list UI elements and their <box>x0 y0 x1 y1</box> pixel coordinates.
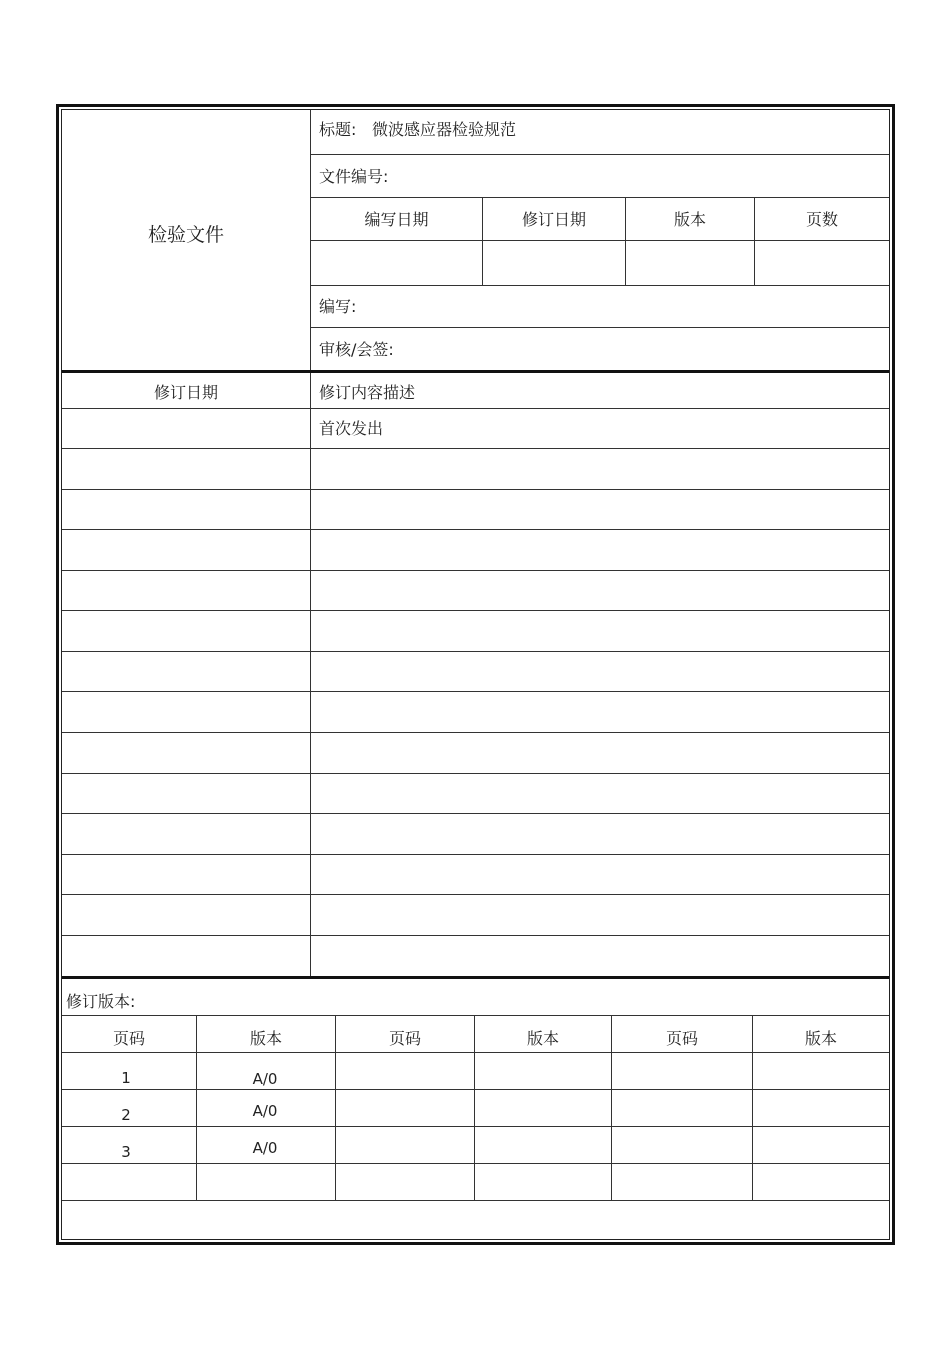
rule <box>62 408 889 409</box>
rule <box>62 570 889 571</box>
review-label: 审核/会签: <box>319 340 394 359</box>
col-version: 版本 <box>673 210 706 229</box>
version-cell: A/0 <box>252 1102 278 1120</box>
rule <box>62 651 889 652</box>
rule <box>311 154 889 155</box>
revision-date-header: 修订日期 <box>153 383 218 402</box>
title-value: 微波感应器检验规范 <box>372 120 517 139</box>
rule <box>62 1126 889 1127</box>
rule <box>62 529 889 530</box>
doc-number-label: 文件编号: <box>319 167 389 186</box>
rule <box>62 1089 889 1090</box>
rule <box>62 1163 889 1164</box>
version-col-page: 页码 <box>112 1029 145 1048</box>
version-col-page: 页码 <box>388 1029 421 1048</box>
rule <box>62 448 889 449</box>
rule <box>62 1052 889 1053</box>
header-divider <box>310 110 311 372</box>
rule <box>311 285 889 286</box>
col-written-date: 编写日期 <box>364 210 429 229</box>
rule <box>62 610 889 611</box>
rule <box>62 854 889 855</box>
version-cell: 3 <box>121 1143 131 1161</box>
version-cell: 1 <box>121 1069 131 1087</box>
col-revised-date: 修订日期 <box>521 210 586 229</box>
version-cell: A/0 <box>252 1139 278 1157</box>
rule <box>62 732 889 733</box>
version-col-version: 版本 <box>526 1029 559 1048</box>
version-col-version: 版本 <box>249 1029 282 1048</box>
section-rule <box>62 976 889 979</box>
rule <box>311 327 889 328</box>
title-label: 标题: <box>319 120 357 139</box>
rule <box>62 489 889 490</box>
rule <box>311 240 889 241</box>
rule <box>62 691 889 692</box>
rule <box>62 813 889 814</box>
rule <box>62 1200 889 1201</box>
doc-type: 检验文件 <box>147 224 224 246</box>
revision-desc-header: 修订内容描述 <box>319 383 416 402</box>
revision-divider <box>310 373 311 976</box>
rule <box>311 197 889 198</box>
rule <box>62 1015 889 1016</box>
revision-desc: 首次发出 <box>319 419 384 438</box>
version-table-label: 修订版本: <box>66 992 136 1011</box>
version-col-page: 页码 <box>665 1029 698 1048</box>
section-rule <box>62 370 889 373</box>
rule <box>62 894 889 895</box>
version-cell: A/0 <box>252 1070 278 1088</box>
col-page-count: 页数 <box>805 210 838 229</box>
rule <box>62 773 889 774</box>
author-label: 编写: <box>319 297 357 316</box>
rule <box>62 935 889 936</box>
version-col-version: 版本 <box>804 1029 837 1048</box>
version-cell: 2 <box>121 1106 131 1124</box>
